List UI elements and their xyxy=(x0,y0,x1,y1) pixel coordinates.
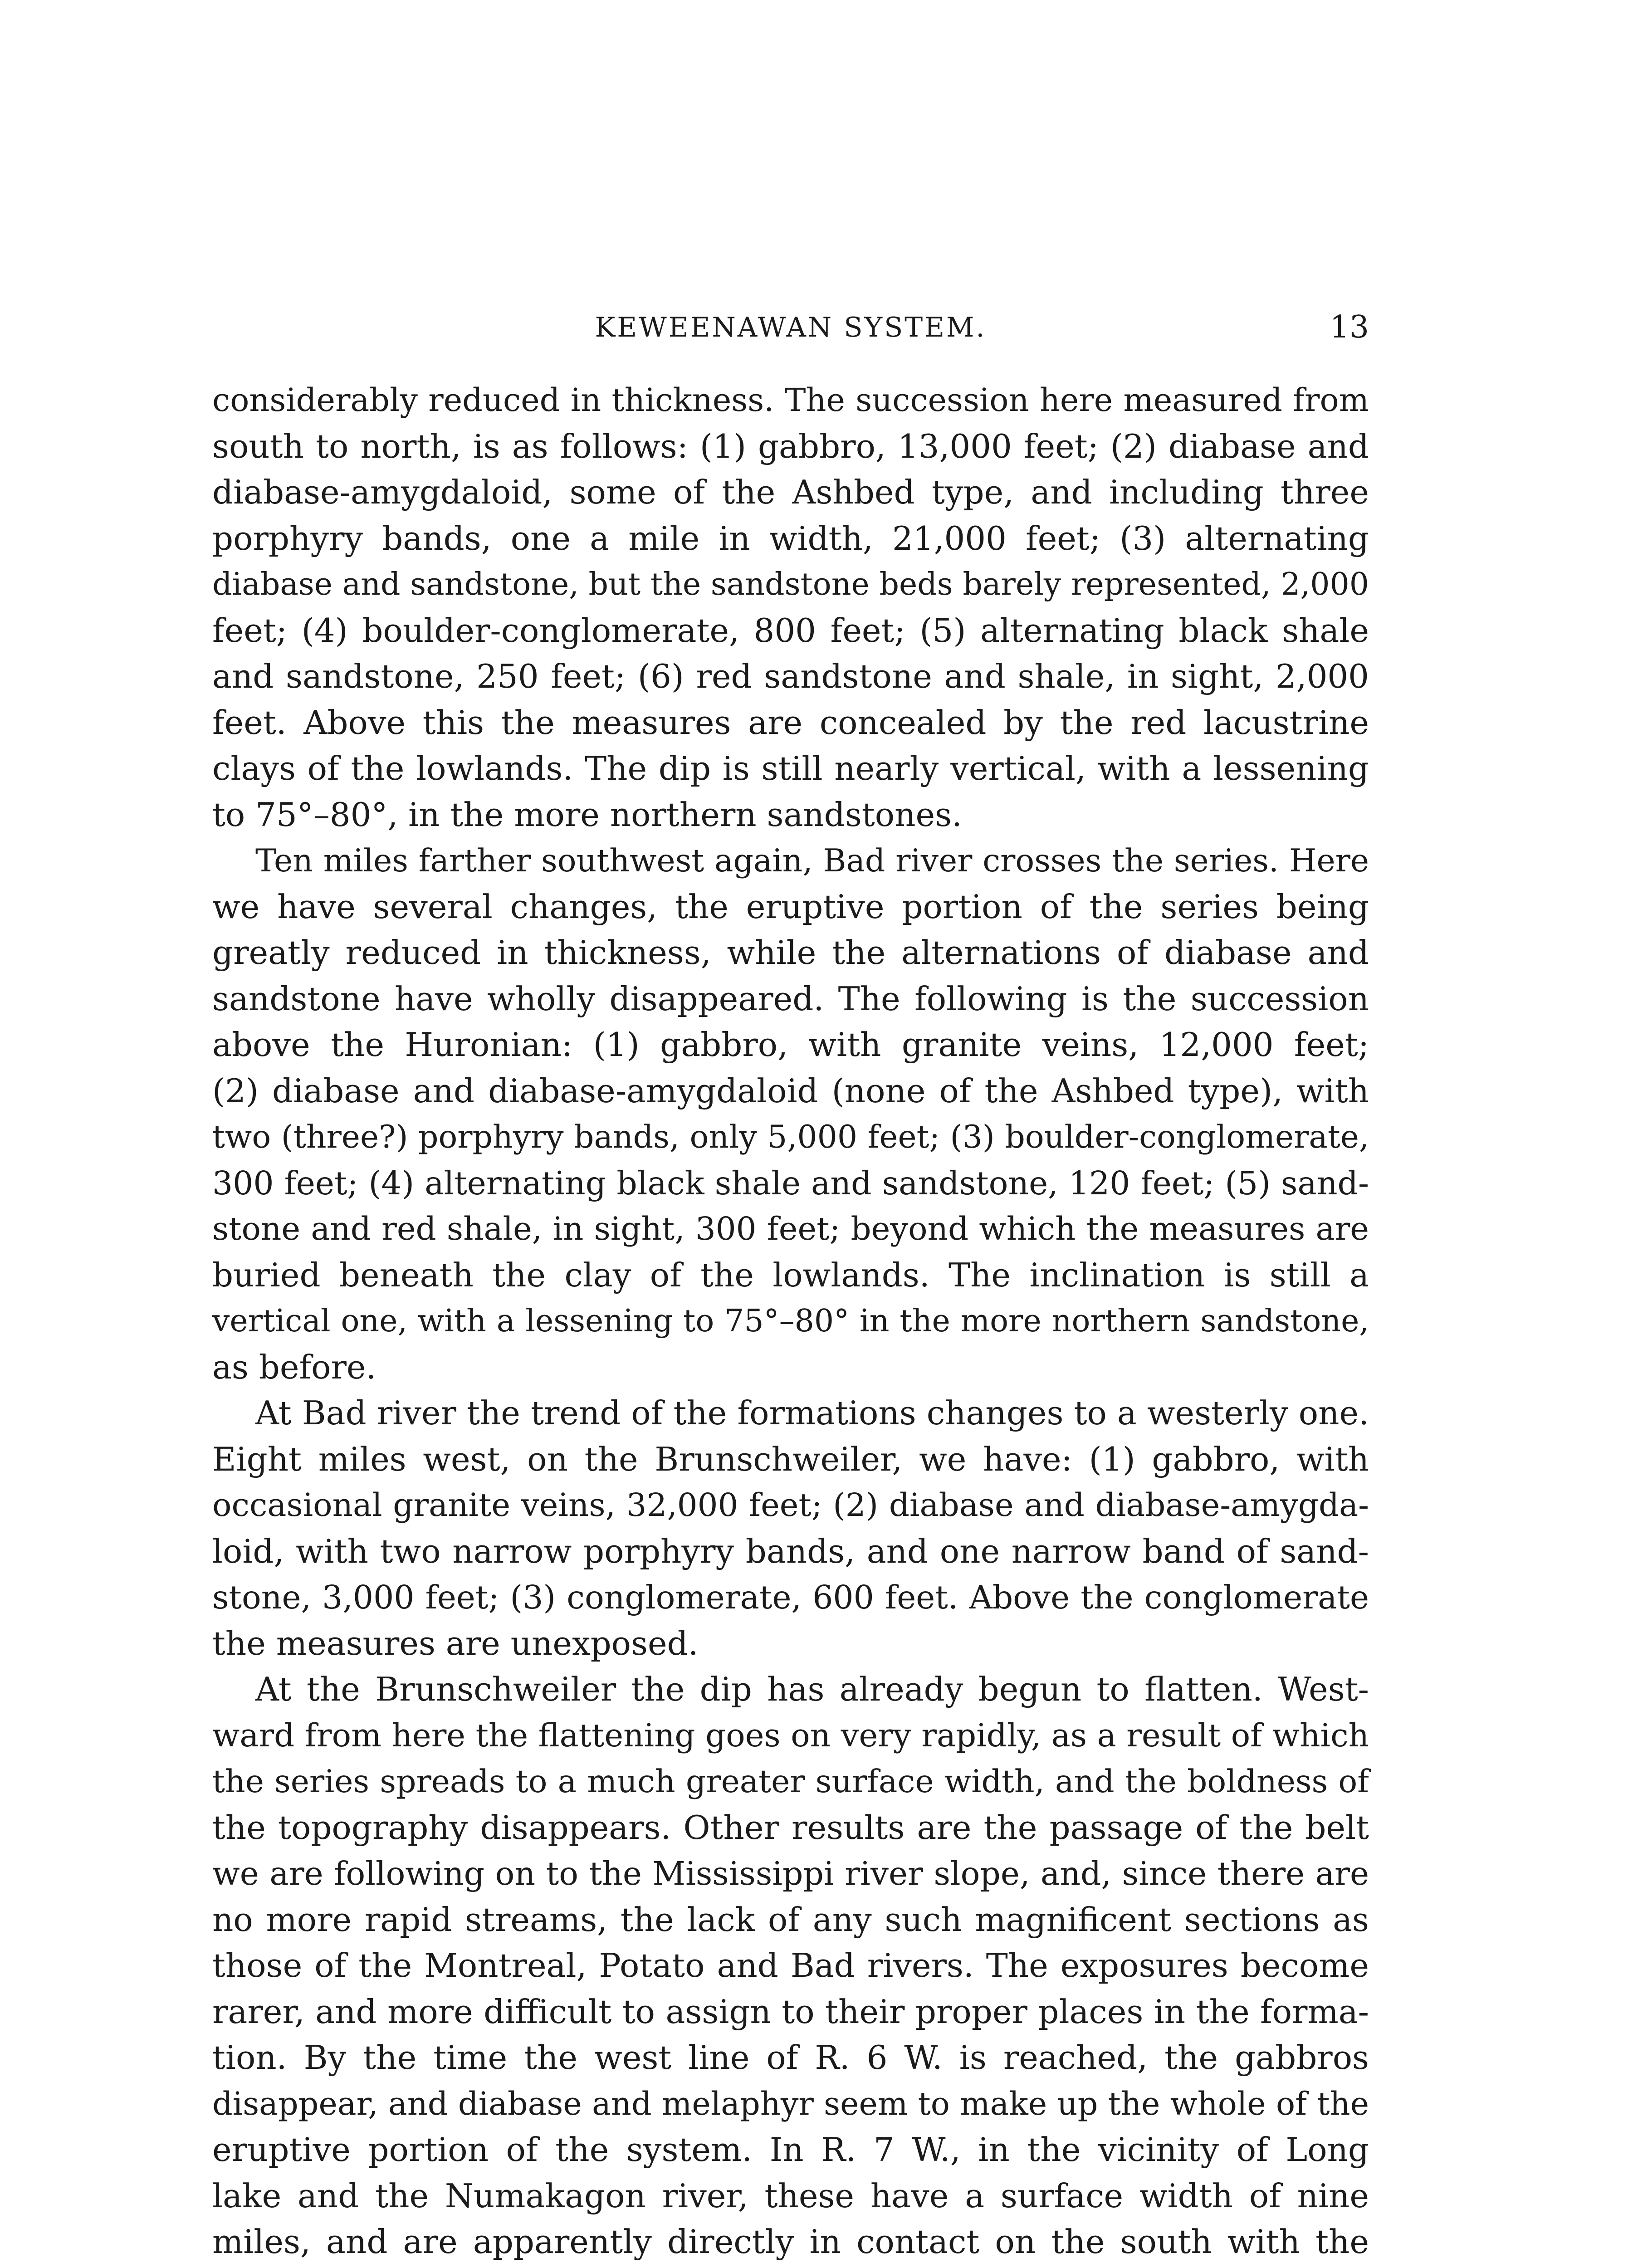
text-line: vertical one, with a lessening to 75°–80° in the more northern sandstone, xyxy=(212,1303,1369,1339)
text-line: tion. By the time the west line of R. 6 W. is reached, the gabbros xyxy=(212,2038,1369,2077)
text-line: two (three?) porphyry bands, only 5,000 feet; (3) boulder-conglomerate, xyxy=(212,1119,1369,1155)
text-line: At the Brunschweiler the dip has already begun to flatten. West- xyxy=(255,1670,1369,1708)
running-title: KEWEENAWAN SYSTEM. xyxy=(595,312,987,343)
text-line: 300 feet; (4) alternating black shale and sandstone, 120 feet; (5) sand- xyxy=(212,1164,1369,1202)
text-line: Ten miles farther southwest again, Bad river crosses the series. Here xyxy=(255,842,1369,879)
text-line: the topography disappears. Other results are the passage of the belt xyxy=(212,1808,1369,1847)
text-line: porphyry bands, one a mile in width, 21,000 feet; (3) alternating xyxy=(212,519,1369,557)
text-line: disappear, and diabase and melaphyr seem to make up the whole of the xyxy=(212,2085,1369,2122)
text-line: sandstone have wholly disappeared. The following is the succession xyxy=(212,979,1369,1018)
text-line: those of the Montreal, Potato and Bad rivers. The exposures become xyxy=(212,1946,1369,1984)
text-line: At Bad river the trend of the formations changes to a westerly one. xyxy=(255,1394,1369,1432)
text-line: the series spreads to a much greater surface width, and the boldness of xyxy=(212,1763,1369,1800)
text-line: miles, and are apparently directly in contact on the south with the xyxy=(212,2223,1369,2261)
text-line: stone, 3,000 feet; (3) conglomerate, 600 feet. Above the conglomerate xyxy=(212,1579,1369,1616)
text-line: lake and the Numakagon river, these have a surface width of nine xyxy=(212,2176,1369,2215)
text-line: loid, with two narrow porphyry bands, and one narrow band of sand- xyxy=(212,1532,1369,1570)
running-head xyxy=(212,305,1369,350)
text-line: eruptive portion of the system. In R. 7 W., in the vicinity of Long xyxy=(212,2131,1369,2169)
text-line: rarer, and more difficult to assign to their proper places in the forma- xyxy=(212,1992,1369,2031)
text-line: we have several changes, the eruptive portion of the series being xyxy=(212,887,1369,926)
text-line: Eight miles west, on the Brunschweiler, we have: (1) gabbro, with xyxy=(212,1440,1369,1478)
text-line: feet; (4) boulder-conglomerate, 800 feet; (5) alternating black shale xyxy=(212,611,1369,650)
text-line: diabase and sandstone, but the sandstone beds barely represented, 2,000 xyxy=(212,567,1369,602)
text-line: diabase-amygdaloid, some of the Ashbed type, and including three xyxy=(212,473,1369,511)
text-line: stone and red shale, in sight, 300 feet; beyond which the measures are xyxy=(212,1210,1369,1247)
text-line xyxy=(212,2265,1369,2268)
text-line: and sandstone, 250 feet; (6) red sandstone and shale, in sight, 2,000 xyxy=(212,657,1369,695)
text-line: (2) diabase and diabase-amygdaloid (none of the Ashbed type), with xyxy=(212,1071,1369,1110)
text-line: clays of the lowlands. The dip is still nearly vertical, with a lessening xyxy=(212,749,1369,787)
text-line: we are following on to the Mississippi river slope, and, since there are xyxy=(212,1855,1369,1892)
text-line: as before. xyxy=(212,1348,376,1386)
text-line: south to north, is as follows: (1) gabbro, 13,000 feet; (2) diabase and xyxy=(212,427,1369,465)
text-line: occasional granite veins, 32,000 feet; (2) diabase and diabase-amygda- xyxy=(212,1486,1369,1524)
body-text xyxy=(212,377,1369,2268)
text-line: above the Huronian: (1) gabbro, with granite veins, 12,000 feet; xyxy=(212,1026,1369,1064)
text-line: considerably reduced in thickness. The succession here measured from xyxy=(212,381,1369,419)
text-line: ward from here the flattening goes on very rapidly, as a result of which xyxy=(212,1716,1369,1754)
text-line: feet. Above this the measures are concealed by the red lacustrine xyxy=(212,703,1369,742)
text-line: to 75°–80°, in the more northern sandstones. xyxy=(212,795,962,834)
text-line: buried beneath the clay of the lowlands. The inclination is still a xyxy=(212,1256,1369,1294)
page-number: 13 xyxy=(1330,309,1369,345)
text-line: no more rapid streams, the lack of any such magnificent sections as xyxy=(212,1900,1369,1939)
text-line: greatly reduced in thickness, while the alternations of diabase and xyxy=(212,934,1369,972)
text-line: the measures are unexposed. xyxy=(212,1624,699,1662)
